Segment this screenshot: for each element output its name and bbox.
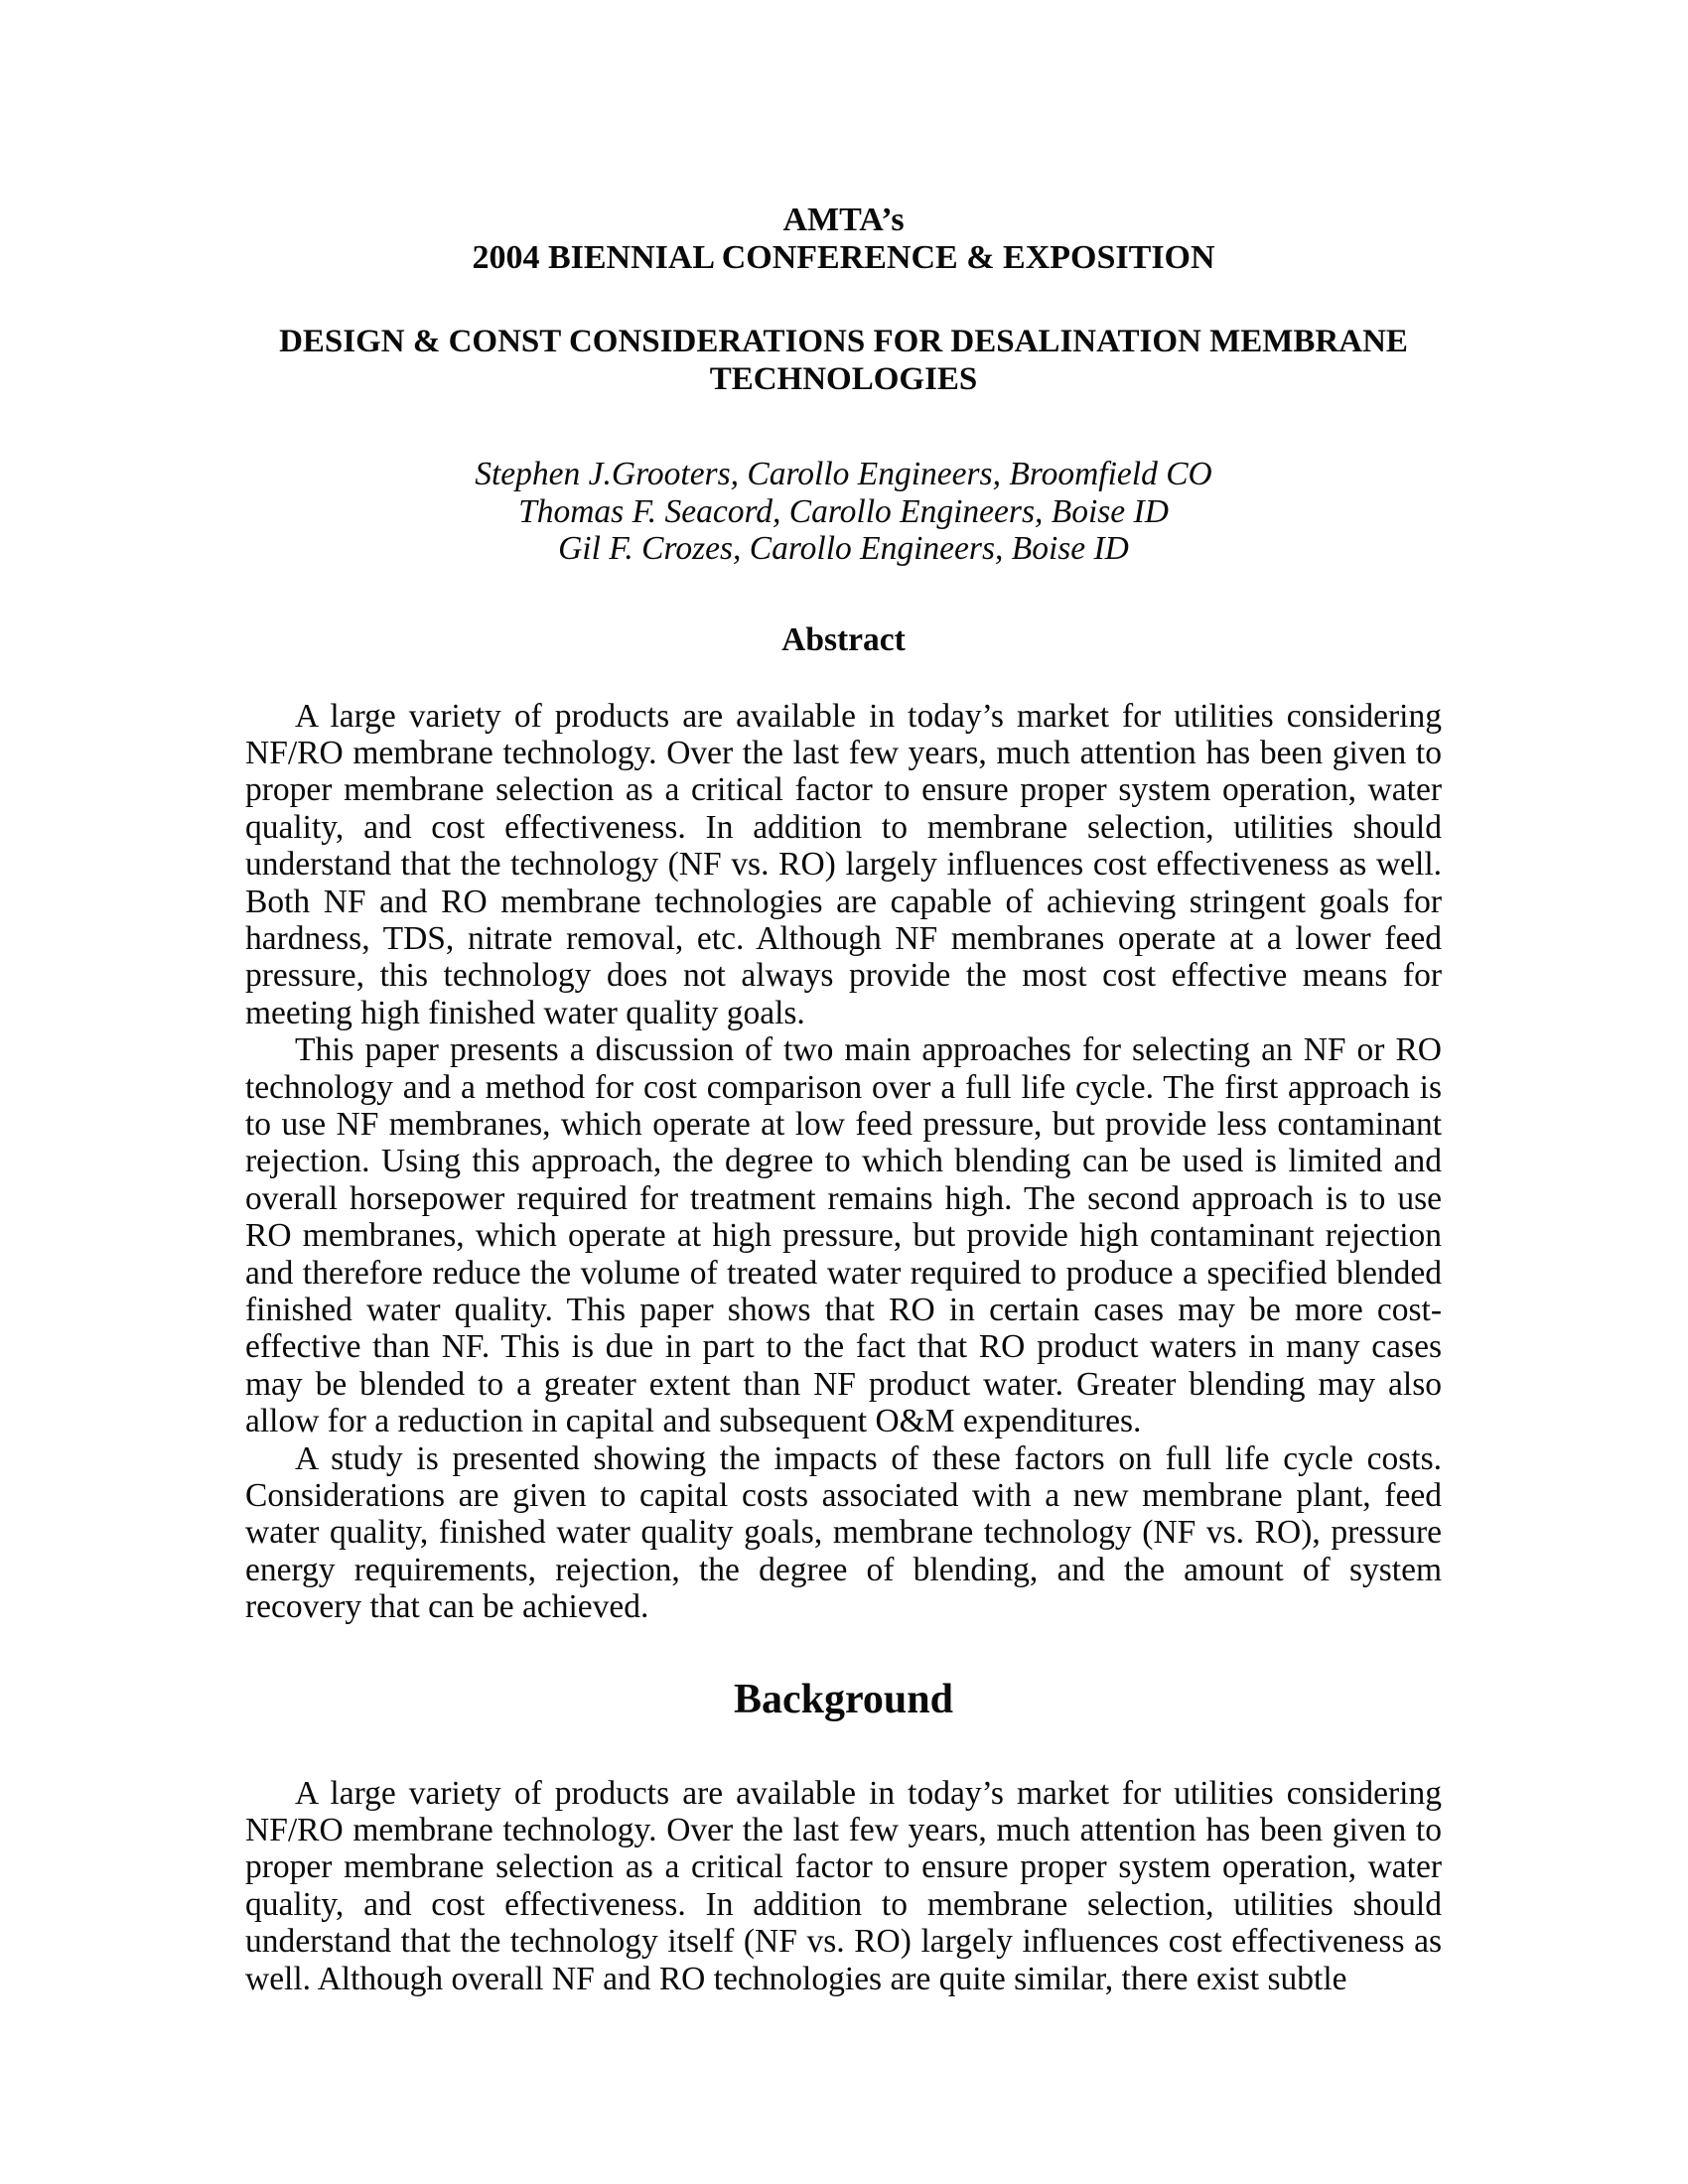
abstract-heading: Abstract xyxy=(781,620,906,658)
author-list xyxy=(245,456,1442,568)
author-line-1: Stephen J.Grooters, Carollo Engineers, Broomfield CO xyxy=(475,456,1212,492)
background-heading: Background xyxy=(734,1676,953,1722)
conference-org: AMTA’s xyxy=(782,202,905,238)
author-line-3: Gil F. Crozes, Carollo Engineers, Boise ID xyxy=(558,530,1129,567)
conference-name: 2004 BIENNIAL CONFERENCE & EXPOSITION xyxy=(472,239,1215,276)
background-section xyxy=(245,1775,1442,1997)
background-paragraph-1: A large variety of products are available in today’s market for utilities considering NF/RO membrane technology. Over the last few years, much attention has been given to proper membrane selection as a critical factor to ensure proper system operation, water quality, and cost effectiveness. In addition to membrane selection, utilities should understand that the technology itself (NF vs. RO) largely influences cost effectiveness as well. Although overall NF and RO technologies are quite similar, there exist subtle xyxy=(245,1774,1442,1997)
paper-title: DESIGN & CONST CONSIDERATIONS FOR DESALINATION MEMBRANE TECHNOLOGIES xyxy=(279,324,1408,397)
conference-header xyxy=(245,202,1442,277)
abstract-paragraph-2: This paper presents a discussion of two main approaches for selecting an NF or RO technology and a method for cost comparison over a full life cycle. The first approach is to use NF membranes, which operate at low feed pressure, but provide less contaminant rejection. Using this approach, the degree to which blending can be used is limited and overall horsepower required for treatment remains high. The second approach is to use RO membranes, which operate at high pressure, but provide high contaminant rejection and therefore reduce the volume of treated water required to produce a specified blended finished water quality. This paper shows that RO in certain cases may be more cost-effective than NF. This is due in part to the fact that RO product waters in many cases may be blended to a greater extent than NF product water. Greater blending may also allow for a reduction in capital and subsequent O&M expenditures. xyxy=(245,1031,1442,1440)
author-line-2: Thomas F. Seacord, Carollo Engineers, Boise ID xyxy=(518,492,1169,530)
abstract-section xyxy=(245,698,1442,1626)
abstract-paragraph-3: A study is presented showing the impacts of these factors on full life cycle costs. Considerations are given to capital costs associated with a new membrane plant, feed water quality, finished water quality goals, membrane technology (NF vs. RO), pressure energy requirements, rejection, the degree of blending, and the amount of system recovery that can be achieved. xyxy=(245,1439,1442,1626)
abstract-paragraph-1: A large variety of products are available in today’s market for utilities considering NF/RO membrane technology. Over the last few years, much attention has been given to proper membrane selection as a critical factor to ensure proper system operation, water quality, and cost effectiveness. In addition to membrane selection, utilities should understand that the technology (NF vs. RO) largely influences cost effectiveness as well. Both NF and RO membrane technologies are capable of achieving stringent goals for hardness, TDS, nitrate removal, etc. Although NF membranes operate at a lower feed pressure, this technology does not always provide the most cost effective means for meeting high finished water quality goals. xyxy=(245,697,1442,1031)
